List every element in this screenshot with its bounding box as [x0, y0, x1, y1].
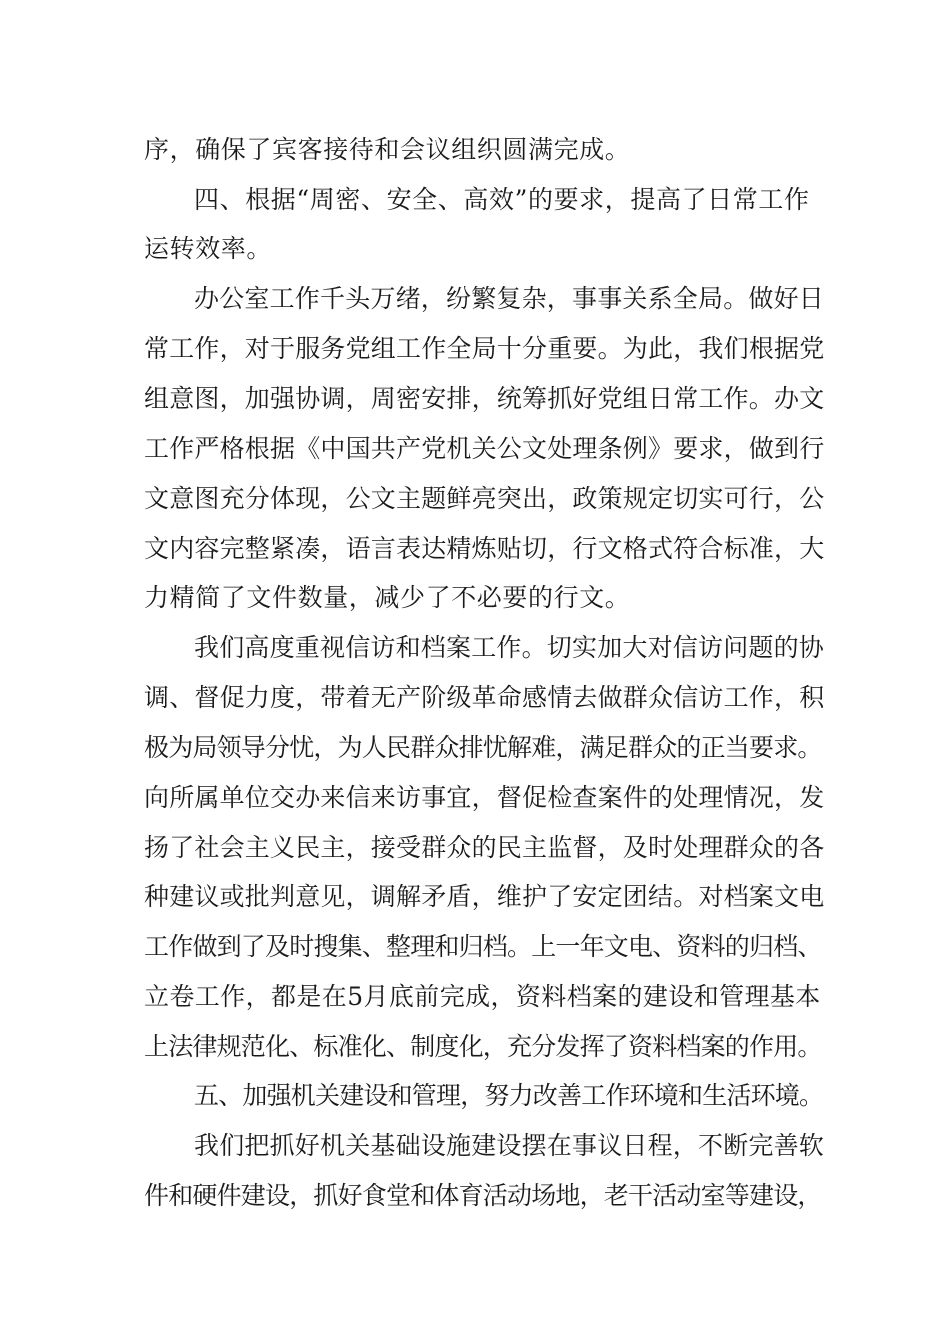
text-line: 上法律规范化、标准化、制度化，充分发挥了资料档案的作用。 — [144, 1032, 822, 1061]
paragraph-first-line: 我们高度重视信访和档案工作。切实加大对信访问题的协 — [194, 633, 825, 662]
section-heading: 四、根据“周密、安全、高效”的要求，提高了日常工作 — [194, 185, 810, 214]
text-line: 件和硬件建设，抓好食堂和体育活动场地，老干活动室等建设， — [144, 1181, 822, 1210]
text-line: 调、督促力度，带着无产阶级革命感情去做群众信访工作，积 — [144, 683, 825, 712]
text-line: 文内容完整紧凑，语言表达精炼贴切，行文格式符合标准，大 — [144, 534, 825, 563]
section-heading: 五、加强机关建设和管理，努力改善工作环境和生活环境。 — [194, 1081, 824, 1110]
text-line: 向所属单位交办来信来访事宜，督促检查案件的处理情况，发 — [144, 783, 825, 812]
text-line: 扬了社会主义民主，接受群众的民主监督，及时处理群众的各 — [144, 833, 825, 862]
text-line: 极为局领导分忧，为人民群众排忧解难，满足群众的正当要求。 — [144, 733, 822, 762]
text-line: 立卷工作，都是在5月底前完成，资料档案的建设和管理基本 — [144, 982, 821, 1011]
text-line: 力精简了文件数量，减少了不必要的行文。 — [144, 583, 631, 612]
section-heading-continued: 运转效率。 — [144, 234, 273, 263]
paragraph-first-line: 办公室工作千头万绪，纷繁复杂，事事关系全局。做好日 — [194, 284, 825, 313]
text-line: 工作做到了及时搜集、整理和归档。上一年文电、资料的归档、 — [144, 932, 822, 961]
text-line: 工作严格根据《中国共产党机关公文处理条例》要求，做到行 — [144, 434, 825, 463]
text-line: 常工作，对于服务党组工作全局十分重要。为此，我们根据党 — [144, 334, 825, 363]
text-line: 文意图充分体现，公文主题鲜亮突出，政策规定切实可行，公 — [144, 484, 825, 513]
text-line: 序，确保了宾客接待和会议组织圆满完成。 — [144, 135, 631, 164]
text-line: 组意图，加强协调，周密安排，统筹抓好党组日常工作。办文 — [144, 384, 825, 413]
paragraph-first-line: 我们把抓好机关基础设施建设摆在事议日程，不断完善软 — [194, 1131, 825, 1160]
text-line: 种建议或批判意见，调解矛盾，维护了安定团结。对档案文电 — [144, 882, 825, 911]
